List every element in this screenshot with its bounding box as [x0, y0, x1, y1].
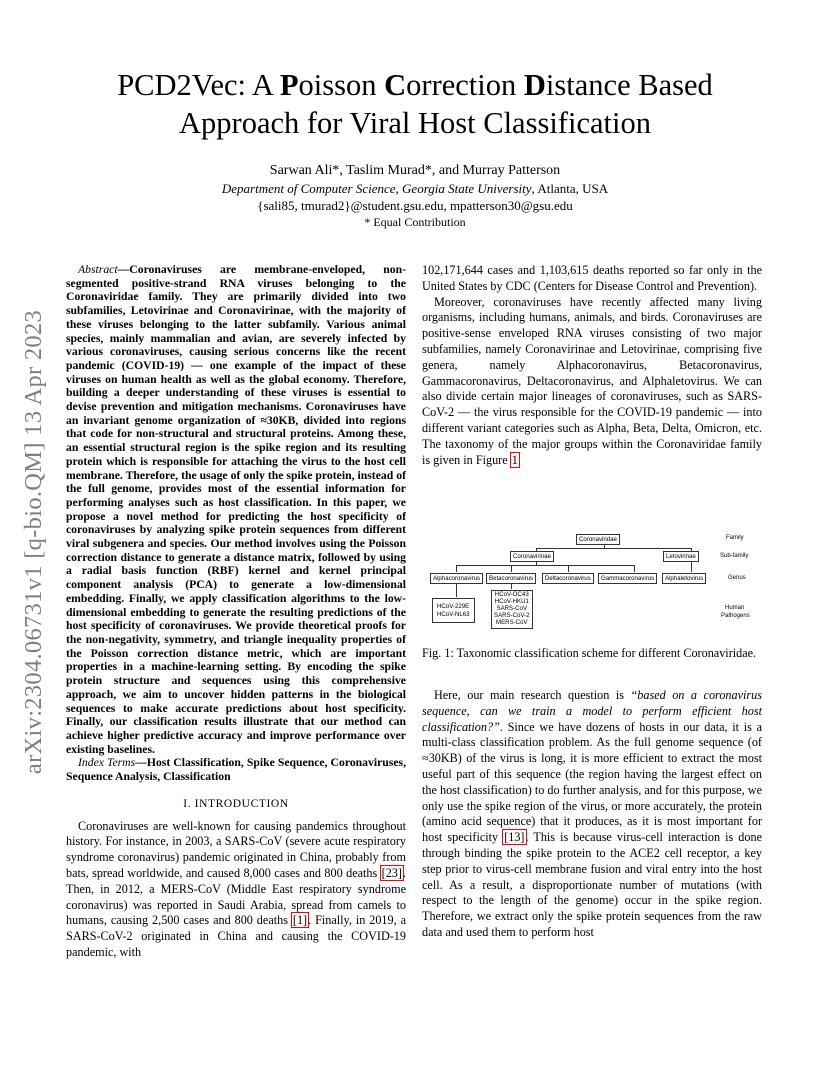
tree-connector	[536, 548, 691, 549]
research-question: “based on a coronavirus sequence, can we train a model to perform efficient host classification?”	[422, 688, 762, 734]
text-run: . Then, in 2012, a MERS-CoV (Middle East respiratory syndrome coronavirus) was reported in Saudi Arabia, spread from camels to humans, causing 2,500 cases and 800 deaths	[66, 865, 406, 928]
title-line-2: Approach for Viral Host Classification	[179, 106, 651, 140]
pathogen-name: MERS-CoV	[496, 618, 528, 626]
text-run: . Finally, in 2019, a SARS-CoV-2 originated in China and causing the COVID-19 pandemic, with	[66, 913, 406, 959]
abstract-text: —Coronaviruses are membrane-enveloped, non-segmented positive-strand RNA viruses belonging to the Coronaviridae family. They are primarily divided into two subfamilies, Letovirinae and Coronavirinae, with the majority of these viruses belonging to the latter subfamily. Various animal species, mainly mammalian and avian, are severely infected by various coronaviruses, causing serious concerns like the recent pandemic (COVID-19) — one example of the impact of these viruses on human health as well as the global economy. Therefore, building a deeper understanding of these viruses is essential to devise prevention and mitigation mechanisms. Coronaviruses have an invariant genome organization of ≈30KB, divided into regions that code for non-structural and structural proteins. Among these, an essential structural region is the spike region and its resulting protein which is responsible for attaching the virus to the host cell membrane. Therefore, the usage of only the spike protein, instead of the full genome, provides most of the essential information for performing analyses such as host classification. In this paper, we propose a novel method for predicting the host specificity of coronaviruses by analyzing spike protein sequences from different viral subgenera and species. Our method involves using the Poisson correction distance to generate a distance matrix, followed by using a radial basis function (RBF) kernel and kernel principal component analysis (PCA) to generate a low-dimensional embedding. Finally, we apply classification algorithms to the low-dimensional embedding to generate the resulting predictions of the host specificity of coronaviruses. We provide theoretical proofs for the non-negativity, symmetry, and triangle inequality properties of the Poisson correction distance metric, which are important properties in a machine-learning setting. By encoding the spike protein structure and sequences using this comprehensive approach, we aim to uncover hidden patterns in the biological sequences to make accurate predictions about host specificity. Finally, our classification results illustrate that our method can achieve higher predictive accuracy and improve performance over existing baselines.	[66, 263, 406, 756]
intro-paragraph-continued: 102,171,644 cases and 1,103,615 deaths reported so far only in the United States by CDC (Centers for Disease Control and Prevention).	[422, 263, 762, 293]
affiliation-location: , Atlanta, USA	[531, 181, 609, 196]
text-run: Coronaviruses are well-known for causing pandemics throughout history. For instance, in 2003, a SARS-CoV (severe acute respiratory syndrome coronavirus) pandemic originated in China, probably from bats, spread worldwide, and caused 8,000 cases and 800 deaths	[66, 818, 406, 880]
pathogen-name: SARS-CoV-2	[494, 611, 530, 619]
citation-link[interactable]: [1]	[292, 913, 308, 928]
node-subfamily-coronavirinae: Coronavirinae	[510, 551, 554, 562]
intro-paragraph-1	[66, 819, 406, 961]
title-bold-letter: C	[384, 68, 407, 102]
paper-title	[80, 66, 750, 142]
pathogen-name: HCoV-NL63	[437, 610, 470, 618]
abstract	[66, 263, 406, 756]
citation-link[interactable]: [23]	[381, 865, 402, 880]
node-family: Coronaviridae	[576, 534, 620, 545]
text-run: Here, our main research question is	[434, 688, 631, 702]
level-label-family: Family	[726, 535, 744, 541]
figure-reference-link[interactable]: 1	[511, 452, 518, 467]
author-emails: {sali85, tmurad2}@student.gsu.edu, mpatterson30@gsu.edu	[257, 198, 573, 213]
node-genus: Betacoronavirus	[486, 573, 536, 584]
level-label-genus: Genus	[728, 575, 746, 581]
figure-caption: Fig. 1: Taxonomic classification scheme for different Coronaviridae.	[422, 646, 757, 660]
taxonomy-figure	[426, 528, 766, 640]
intro-paragraph-3	[422, 688, 762, 941]
department-name: Department of Computer Science, Georgia State University	[221, 181, 532, 196]
title-bold-letter: P	[279, 68, 299, 102]
node-beta-pathogens	[491, 590, 533, 629]
citation-link[interactable]: [13]	[504, 830, 525, 845]
right-column-bottom	[422, 688, 762, 941]
tree-connector	[634, 565, 635, 572]
tree-connector	[456, 565, 634, 566]
level-label-human: Human	[725, 605, 745, 611]
equal-contribution-note: * Equal Contribution	[364, 215, 466, 229]
arxiv-identifier-text: arXiv:2304.06731v1 [q-bio.QM] 13 Apr 2023	[20, 309, 47, 775]
node-genus: Alphacoronavirus	[430, 573, 483, 584]
node-genus: Alphaletovirus	[662, 573, 706, 584]
pathogen-name: HCoV-OC43	[494, 591, 529, 598]
title-segment: PCD2Vec: A	[117, 68, 280, 102]
text-run: . This is because virus-cell interaction is done through binding the spike protein to the ACE2 cell receptor, a key step prior to virus-cell membrane fusion and viral entry into the host cell. As a result, a disproportionate number of mutations (with respect to the length of the genome) occur in the spike region. Therefore, we extract only the spike protein sequences from the raw data and used them to perform host	[422, 830, 762, 939]
abstract-heading: Abstract	[78, 263, 118, 276]
pathogen-name: HCoV-229E	[437, 603, 470, 610]
index-terms-text: —Host Classification, Spike Sequence, Coronaviruses, Sequence Analysis, Classification	[66, 756, 406, 784]
text-run: Moreover, coronaviruses have recently affected many living organisms, including humans, animals, and birds. Coronaviruses are positive-sense enveloped RNA viruses consisting of two major subfamilies, namely Coronavirinae and Letovirinae, comprising five genera, namely Alphacoronavirus, Betacoronavirus, Gammacoronavirus, Deltacoronavirus, and Alphaletovirus. We can also divide certain major lineages of coronaviruses, such as SARS-CoV-2 — the virus responsible for the COVID-19 pandemic — into different variant categories such as Alpha, Beta, Delta, Omicron, etc. The taxonomy of the major groups within the Coronaviridae family is given in Figure	[422, 294, 762, 467]
node-subfamily-letovirinae: Letovirinae	[663, 551, 699, 562]
affiliation	[80, 181, 750, 197]
pathogen-name: SARS-CoV	[496, 604, 528, 612]
intro-paragraph-2	[422, 295, 762, 469]
left-column	[66, 263, 406, 961]
node-genus: Deltacoronavirus	[542, 573, 594, 584]
index-terms-heading: Index Terms	[78, 756, 136, 770]
section-heading-introduction: I. INTRODUCTION	[183, 797, 289, 810]
author-list: Sarwan Ali*, Taslim Murad*, and Murray Patterson	[269, 163, 561, 178]
title-segment: orrection	[406, 68, 524, 102]
tree-connector	[456, 565, 457, 572]
level-label-subfamily: Sub-family	[720, 553, 749, 559]
tree-connector	[568, 565, 569, 572]
arxiv-identifier-stamp	[14, 262, 54, 822]
node-alpha-pathogens	[432, 598, 475, 623]
text-run: . Since we have dozens of hosts in our data, it is a multi-class classification problem. As the full genome sequence (of ≈30KB) of the virus is long, it is more efficient to extract the most useful part of this sequence (the region having the largest effect on the host classification) to do further analysis, and for this purpose, we only use the spike region of the virus, or more accurately, the protein (amino acid sequence) that it produces, as it is most important for host specificity	[422, 719, 762, 845]
index-terms	[66, 756, 406, 783]
node-genus: Gammacoronavirus	[598, 573, 657, 584]
tree-connector	[511, 565, 512, 572]
right-column-top	[422, 263, 762, 468]
level-label-pathogens: Pathogens	[721, 613, 750, 619]
title-segment: oisson	[298, 68, 385, 102]
title-bold-letter: D	[523, 68, 546, 102]
title-segment: istance Based	[545, 68, 713, 102]
pathogen-name: HCoV-HKU1	[494, 597, 529, 605]
